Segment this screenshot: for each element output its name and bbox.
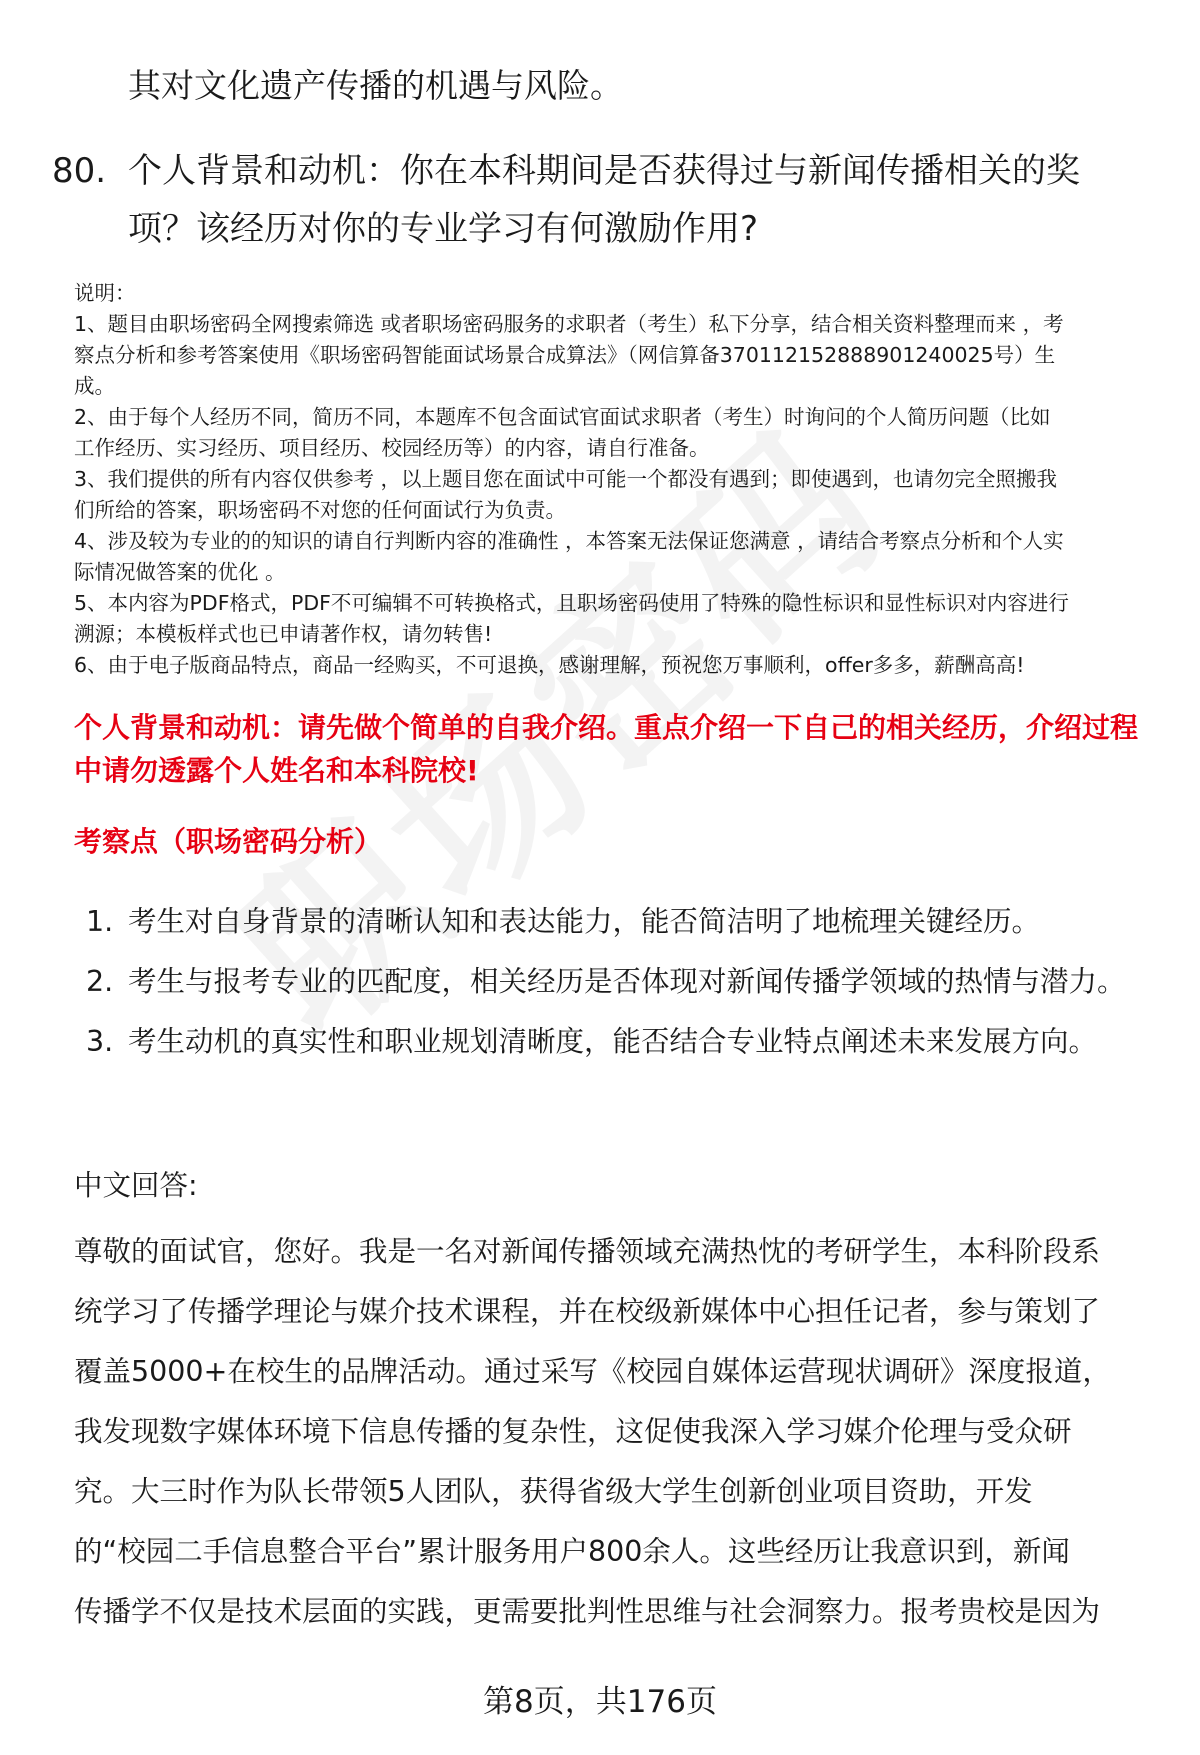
assessment-point (86, 952, 1146, 1012)
point-number: 2. (86, 965, 114, 998)
notes-block (74, 278, 1164, 681)
assessment-point (86, 1012, 1146, 1072)
continuation-line: 其对文化遗产传播的机遇与风险。 (128, 66, 623, 105)
interview-prompt: 个人背景和动机：请先做个简单的自我介绍。重点介绍一下自己的相关经历，介绍过程中请勿透露个人姓名和本科院校! (74, 711, 1139, 787)
assessment-point (86, 892, 1146, 952)
answer-line: 覆盖5000+在校生的品牌活动。通过采写《校园自媒体运营现状调研》深度报道， (74, 1355, 1111, 1388)
question-line: 个人背景和动机：你在本科期间是否获得过与新闻传播相关的奖 (128, 151, 1080, 191)
note-line: 察点分析和参考答案使用《职场密码智能面试场景合成算法》（网信算备370112152888901240025号）生 (74, 343, 1056, 367)
note-line: 6、由于电子版商品特点，商品一经购买，不可退换，感谢理解，预祝您万事顺利，offer多多，薪酬高高! (74, 653, 1025, 677)
point-number: 1. (86, 905, 114, 938)
note-line: 5、本内容为PDF格式，PDF不可编辑不可转换格式，且职场密码使用了特殊的隐性标识和显性标识对内容进行 (74, 591, 1069, 615)
section-heading: 考察点（职场密码分析） (74, 825, 383, 858)
answer-line: 的“校园二手信息整合平台”累计服务用户800余人。这些经历让我意识到，新闻 (74, 1535, 1070, 1568)
note-line: 成。 (74, 374, 115, 398)
assessment-points (86, 892, 1146, 1072)
note-line: 3、我们提供的所有内容仅供参考 ，以上题目您在面试中可能一个都没有遇到；即使遇到，也请勿完全照搬我 (74, 467, 1058, 491)
answer-line: 统学习了传播学理论与媒介技术课程，并在校级新媒体中心担任记者，参与策划了 (74, 1295, 1101, 1328)
note-line: 们所给的答案，职场密码不对您的任何面试行为负责。 (74, 498, 566, 522)
answer-line: 尊敬的面试官，您好。我是一名对新闻传播领域充满热忱的考研学生，本科阶段系 (74, 1235, 1101, 1268)
answer-line: 我发现数字媒体环境下信息传播的复杂性，这促使我深入学习媒介伦理与受众研 (74, 1415, 1072, 1448)
note-line: 说明： (74, 281, 136, 305)
point-text: 考生与报考专业的匹配度，相关经历是否体现对新闻传播学领域的热情与潜力。 (128, 965, 1126, 998)
point-text: 考生动机的真实性和职业规划清晰度，能否结合专业特点阐述未来发展方向。 (128, 1025, 1098, 1058)
note-line: 工作经历、实习经历、项目经历、校园经历等）的内容，请自行准备。 (74, 436, 710, 460)
question-line: 项？该经历对你的专业学习有何激励作用? (128, 209, 759, 249)
note-line: 溯源；本模板样式也已申请著作权，请勿转售! (74, 622, 493, 646)
note-line: 4、涉及较为专业的的知识的请自行判断内容的准确性 ，本答案无法保证您满意 ，请结合考察点分析和个人实 (74, 529, 1064, 553)
question-number: 80. (52, 151, 107, 191)
note-line: 2、由于每个人经历不同，简历不同，本题库不包含面试官面试求职者（考生）时询问的个人简历问题（比如 (74, 405, 1051, 429)
question-80 (52, 142, 1142, 258)
page-number: 第8页，共176页 (483, 1684, 717, 1720)
note-line: 1、题目由职场密码全网搜索筛选 或者职场密码服务的求职者（考生）私下分享，结合相关资料整理而来 ，考 (74, 312, 1064, 336)
answer-heading: 中文回答: (74, 1169, 198, 1202)
point-number: 3. (86, 1025, 114, 1058)
answer-line: 究。大三时作为队长带领5人团队，获得省级大学生创新创业项目资助，开发 (74, 1475, 1033, 1508)
answer-body (74, 1222, 1154, 1642)
note-line: 际情况做答案的优化 。 (74, 560, 286, 584)
point-text: 考生对自身背景的清晰认知和表达能力，能否简洁明了地梳理关键经历。 (128, 905, 1041, 938)
answer-line: 传播学不仅是技术层面的实践，更需要批判性思维与社会洞察力。报考贵校是因为 (74, 1595, 1101, 1628)
